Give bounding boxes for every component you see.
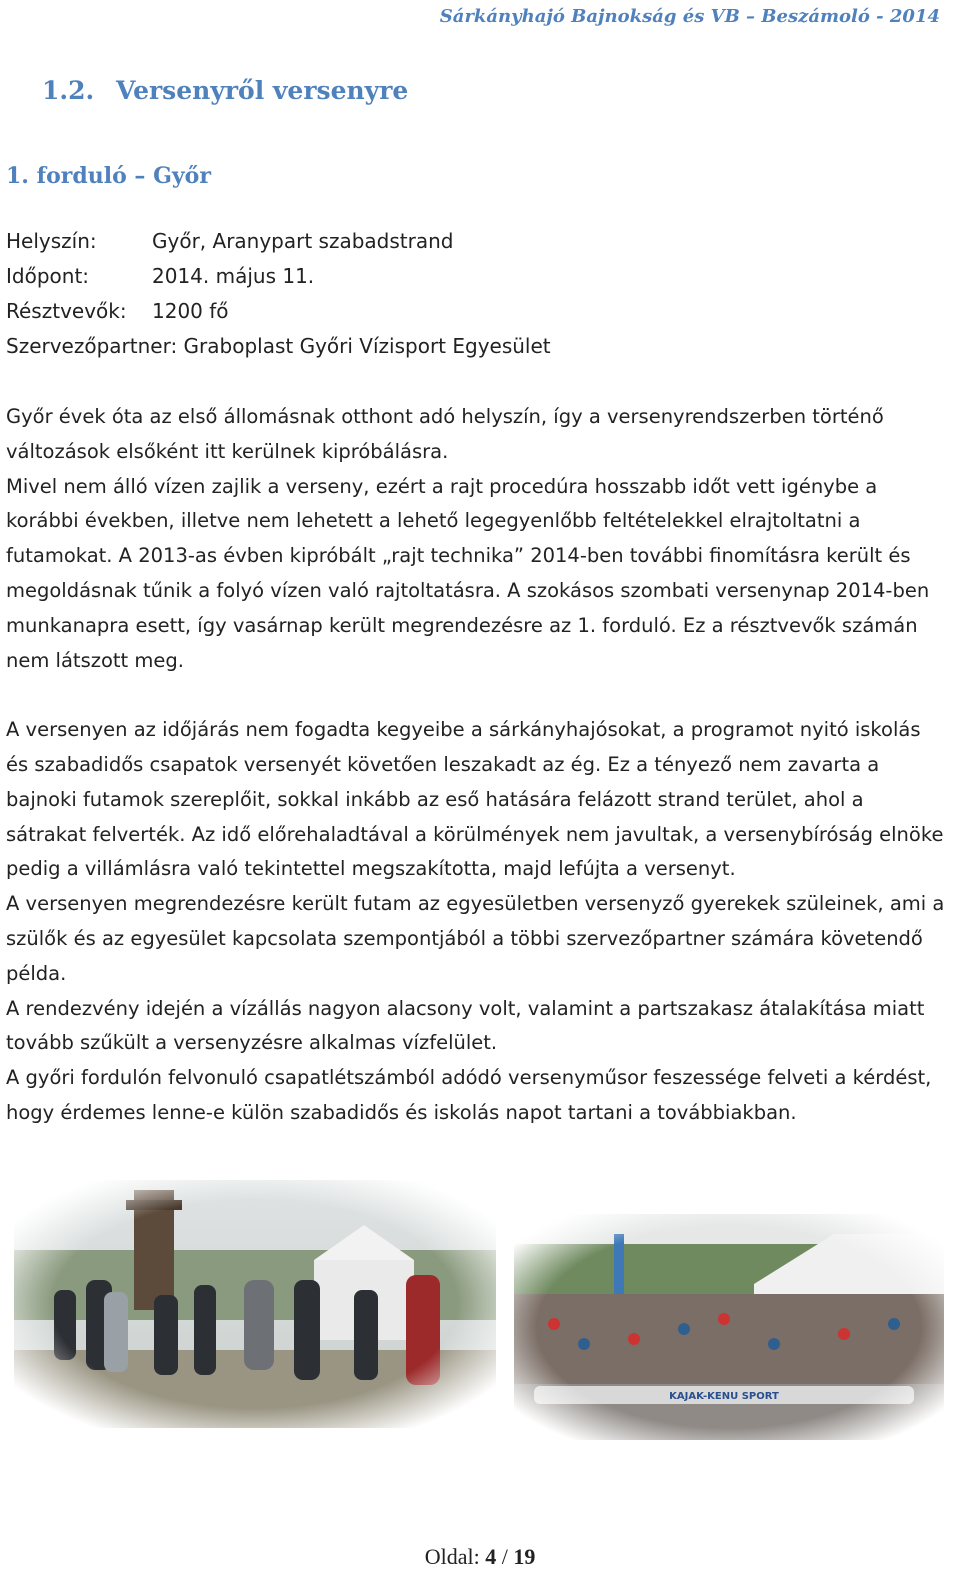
info-date xyxy=(6,264,314,288)
info-location xyxy=(6,229,453,253)
page-total: 19 xyxy=(513,1544,536,1569)
paragraph: Mivel nem álló vízen zajlik a verseny, ezért a rajt procedúra hosszabb időt vett igénybe a korábbi években, illetve nem lehetett a lehető legegyenlőbb feltételekkel elrajtoltatni a futamokat. A 2013-as évben kipróbált „rajt technika” 2014-ben további finomításra került és megoldásnak tűnik a folyó vízen való rajtoltatásra. A szokásos szombati versenynap 2014-ben munkanapra esett, így vasárnap került megrendezésre az 1. forduló. Ez a résztvevők számán nem látszott meg. xyxy=(6,474,930,672)
participants-label: Résztvevők: xyxy=(6,299,127,323)
paragraph: A versenyen az időjárás nem fogadta kegyeibe a sárkányhajósokat, a programot nyitó iskolás és szabadidős csapatok versenyét követően leszakadt az ég. Ez a tényező nem zavarta a bajnoki futamok szereplőit, sokkal inkább az eső hatására felázott strand terület, ahol a sátrakat felverték. Az idő előrehaladtával a körülmények nem javultak, a versenybíróság elnöke pedig a villámlásra való tekintettel megszakította, majd lefújta a versenyt. xyxy=(6,718,944,881)
info-organizer: Szervezőpartner: Graboplast Győri Vízisport Egyesület xyxy=(6,334,551,358)
date-label: Időpont: xyxy=(6,264,90,288)
rainy-event-illustration xyxy=(14,1180,496,1428)
info-participants xyxy=(6,299,229,323)
body-text xyxy=(6,400,946,1131)
page-footer xyxy=(0,1544,960,1570)
date-value: 2014. május 11. xyxy=(152,264,315,288)
section-number: 1.2. xyxy=(42,76,95,105)
photo-dragon-boat-crowd xyxy=(514,1214,944,1440)
section-heading xyxy=(42,76,408,105)
page-label: Oldal: xyxy=(424,1544,480,1569)
location-label: Helyszín: xyxy=(6,229,97,253)
photo-rainy-event xyxy=(14,1180,496,1428)
paragraph: A győri fordulón felvonuló csapatlétszámból adódó versenyműsor feszessége felveti a kérdést, hogy érdemes lenne-e külön szabadidős és iskolás napot tartani a továbbiakban. xyxy=(6,1066,932,1124)
subsection-heading: 1. forduló – Győr xyxy=(6,163,211,189)
paragraph: A rendezvény idején a vízállás nagyon alacsony volt, valamint a partszakasz átalakítása miatt tovább szűkült a versenyzésre alkalmas vízfelület. xyxy=(6,996,925,1055)
paragraph: Győr évek óta az első állomásnak otthont adó helyszín, így a versenyrendszerben történő változások elsőként itt kerülnek kipróbálásra. xyxy=(6,405,884,463)
participants-value: 1200 fő xyxy=(152,299,229,323)
running-header: Sárkányhajó Bajnokság és VB – Beszámoló - 2014 xyxy=(439,6,940,27)
page-separator: / xyxy=(496,1544,514,1569)
paragraph: A versenyen megrendezésre került futam az egyesületben versenyző gyerekek szüleinek, ami a szülők és az egyesület kapcsolata szempontjából a többi szervezőpartner számára követendő példa. xyxy=(6,892,945,985)
page-current: 4 xyxy=(485,1544,497,1569)
section-title: Versenyről versenyre xyxy=(116,76,409,105)
location-value: Győr, Aranypart szabadstrand xyxy=(152,229,454,253)
dragon-boat-illustration xyxy=(514,1214,944,1440)
